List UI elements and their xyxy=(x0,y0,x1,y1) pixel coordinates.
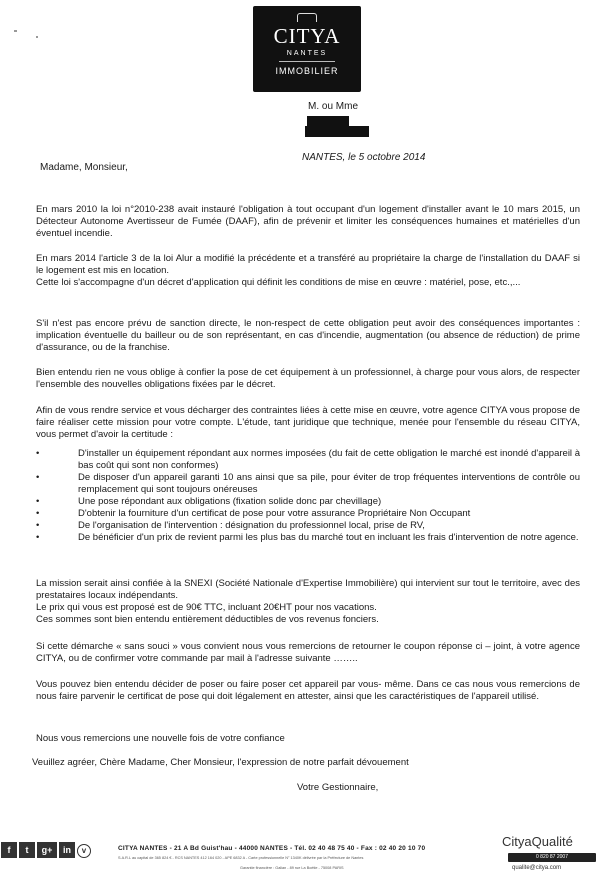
list-item xyxy=(36,496,580,508)
list-item xyxy=(36,532,580,544)
twitter-icon[interactable]: t xyxy=(19,842,35,858)
paragraph xyxy=(36,318,580,354)
bullet-icon: • xyxy=(36,532,40,543)
paragraph-text: Bien entendu rien ne vous oblige à confier la pose de cet équipement à un professionnel, à charge pour vous alors, de respecter l'ensemble des nouvelles obligations fixées par le décret. xyxy=(36,367,580,390)
paragraph-text: La mission serait ainsi confiée à la SNEXI (Société Nationale d'Expertise Immobilière) qui intervient sur tout le territoire, avec des prestataires locaux indépendants. xyxy=(36,578,580,601)
list-item xyxy=(36,472,580,496)
scan-mark xyxy=(36,36,38,38)
scan-mark xyxy=(14,30,17,32)
paragraph-text: Le prix qui vous est proposé est de 90€ TTC, incluant 20€HT pour nos vacations. xyxy=(36,602,377,613)
redacted-name xyxy=(307,116,349,126)
paragraph-text: Cette loi s'accompagne d'un décret d'application qui définit les conditions de mise en œuvre : matériel, pose, etc.,... xyxy=(36,277,521,288)
bullet-icon: • xyxy=(36,508,40,519)
crown-icon xyxy=(297,13,317,22)
viadeo-icon[interactable]: v xyxy=(77,844,91,858)
list-item-text: D'installer un équipement répondant aux normes imposées (du fait de cette obligation le marché est inondé d'appareil à bas coût qui sont non conformes) xyxy=(78,448,580,471)
bullet-icon: • xyxy=(36,448,40,459)
paragraph xyxy=(36,253,580,289)
paragraph xyxy=(36,367,580,391)
list-item-text: De disposer d'un appareil garanti 10 ans ainsi que sa pile, pour éviter de trop fréquentes interventions de contrôle ou remplacement qui sont toujours onéreuses xyxy=(78,472,580,495)
footer-address: CITYA NANTES - 21 A Bd Guist'hau - 44000 NANTES - Tél. 02 40 48 75 40 - Fax : 02 40 20 10 70 xyxy=(118,845,426,852)
facebook-icon[interactable]: f xyxy=(1,842,17,858)
benefits-list xyxy=(36,448,580,544)
google-plus-icon[interactable]: g+ xyxy=(37,842,57,858)
list-item-text: De l'organisation de l'intervention : désignation du professionnel local, prise de RV, xyxy=(78,520,425,531)
paragraph xyxy=(36,204,580,240)
bullet-icon: • xyxy=(36,472,40,483)
linkedin-icon[interactable]: in xyxy=(59,842,75,858)
logo-divider xyxy=(279,61,335,62)
closing-formula: Veuillez agréer, Chère Madame, Cher Monsieur, l'expression de notre parfait dévouement xyxy=(32,757,409,768)
paragraph-text: Si cette démarche « sans souci » vous convient nous vous remercions de retourner le coupon réponse ci – joint, à votre agence CITYA, ou de confirmer votre commande par mail à l'adresse suivante …….. xyxy=(36,641,580,664)
paragraph-text: Vous pouvez bien entendu décider de poser ou faire poser cet appareil par vous- même. Dans ce cas nous vous remercions de nous faire parvenir le certificat de pose qui doit légalement en attester, ainsi que les caractéristiques de l'appareil utilisé. xyxy=(36,679,580,702)
citya-logo xyxy=(253,6,361,92)
thanks-line: Nous vous remercions une nouvelle fois de votre confiance xyxy=(36,733,285,744)
list-item-text: D'obtenir la fourniture d'un certificat de pose pour votre assurance Propriétaire Non Occupant xyxy=(78,508,471,519)
list-item xyxy=(36,448,580,472)
paragraph-text: Ces sommes sont bien entendu entièrement déductibles de vos revenus fonciers. xyxy=(36,614,379,625)
signature: Votre Gestionnaire, xyxy=(297,782,379,793)
bullet-icon: • xyxy=(36,520,40,531)
quality-phone-badge: 0 820 87 2007 xyxy=(508,853,596,862)
paragraph-text: S'il n'est pas encore prévu de sanction directe, le non-respect de cette obligation peut avoir des conséquences importantes : implication éventuelle du bailleur ou de son représentant, en cas d'incendie, augmentation (ou absence de réduction) de prime d'assurance, ou de la franchise. xyxy=(36,318,580,353)
paragraph xyxy=(36,641,580,665)
logo-brand: CITYA xyxy=(273,24,341,48)
quality-email[interactable]: qualite@citya.com xyxy=(512,865,562,871)
redacted-address xyxy=(305,126,369,137)
paragraph xyxy=(36,679,580,703)
paragraph-text: En mars 2014 l'article 3 de la loi Alur a modifié la précédente et a transféré au propriétaire la charge de l'installation du DAAF si le logement est mis en location. xyxy=(36,253,580,276)
footer-legal: S.A.R.L au capital de 365 824 € - RCS NANTES 412 164 020 - APE 6832 A - Carte professionnelle N° 1340K délivrée par la Préfecture de Nantes xyxy=(118,856,364,860)
footer-guarantee: Garantie financière : Galian - 89 rue La Boétie - 75008 PARIS xyxy=(240,866,344,870)
logo-subtitle: IMMOBILIER xyxy=(275,66,339,76)
list-item xyxy=(36,508,580,520)
paragraph-text: Afin de vous rendre service et vous décharger des contraintes liées à cette mise en œuvre, votre agence CITYA vous propose de faire réaliser cette mission pour votre compte. L'étude, tant juridique que technique, menée pour l'ensemble du réseau CITYA, vous permet d'avoir la certitude : xyxy=(36,405,580,440)
paragraph xyxy=(36,405,580,441)
list-item-text: Une pose répondant aux obligations (fixation solide donc par chevillage) xyxy=(78,496,382,507)
social-icons xyxy=(1,842,91,860)
list-item xyxy=(36,520,580,532)
logo-city: NANTES xyxy=(286,50,328,57)
paragraph-text: En mars 2010 la loi n°2010-238 avait instauré l'obligation à tout occupant d'un logement d'installer avant le 10 mars 2015, un Détecteur Autonome Avertisseur de Fumée (DAAF), afin de prévenir et limiter les conséquences humaines et matérielles d'un éventuel incendie. xyxy=(36,204,580,239)
citya-qualite-logo: CityaQualité xyxy=(502,834,573,849)
paragraph xyxy=(36,578,580,626)
letter-date: NANTES, le 5 octobre 2014 xyxy=(302,152,426,163)
bullet-icon: • xyxy=(36,496,40,507)
recipient-name: M. ou Mme xyxy=(308,101,359,112)
salutation: Madame, Monsieur, xyxy=(40,162,128,173)
list-item-text: De bénéficier d'un prix de revient parmi les plus bas du marché tout en incluant les frais d'intervention de notre agence. xyxy=(78,532,579,543)
